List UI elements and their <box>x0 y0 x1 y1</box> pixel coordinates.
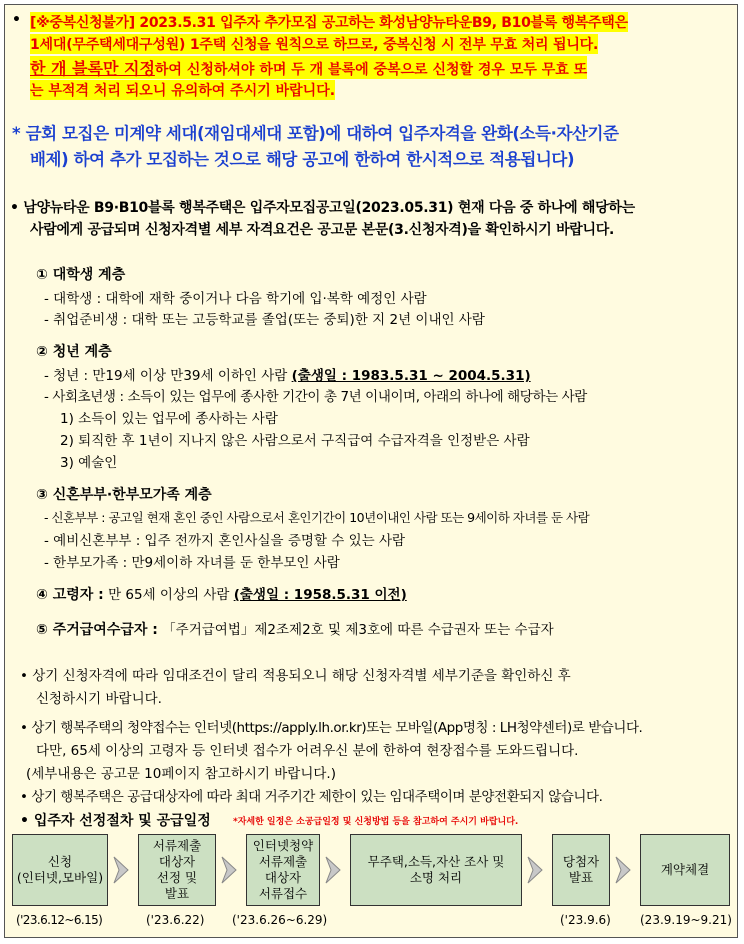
section-youth-line-4: 2) 퇴직한 후 1년이 지나지 않은 사람으로서 구직급여 수급자격을 인정받은 사람 <box>60 433 530 449</box>
step-document-submission-date: ('23.6.26~6.29) <box>232 913 328 927</box>
intro-line-2: 사람에게 공급되며 신청자격별 세부 자격요건은 공고문 본문(3.신청자격)을 확인하시기 바랍니다. <box>30 222 615 238</box>
intro-line-1: • 남양뉴타운 B9·B10블록 행복주택은 입주자모집공고일(2023.05.31) 현재 다음 중 하나에 해당하는 <box>10 200 635 216</box>
section-elderly-title: ④ 고령자 : <box>36 587 104 603</box>
notice-line-1: [※중복신청불가] 2023.5.31 입주자 추가모집 공고하는 화성남양뉴타운B9, B10블록 행복주택은 <box>30 12 628 32</box>
section-housing-benefit-title: ⑤ 주거급여수급자 : <box>36 622 158 638</box>
note-2-line-3: (세부내용은 공고문 10페이지 참고하시기 바랍니다.) <box>26 766 336 782</box>
notice-line-2: 1세대(무주택세대구성원) 1주택 신청을 원칙으로 하므로, 중복신청 시 전부 무효 처리 됩니다. <box>30 34 598 54</box>
notice-line-3 <box>30 56 587 79</box>
section-youth-line-1 <box>44 364 531 384</box>
step-contract-box: 계약체결 <box>640 834 730 906</box>
section-student-title: ① 대학생 계층 <box>36 267 126 283</box>
elderly-birthdate: (출생일 : 1958.5.31 이전) <box>233 587 407 603</box>
section-student-line-2: - 취업준비생 : 대학 또는 고등학교를 졸업(또는 중퇴)한 지 2년 이내인 사람 <box>44 312 485 328</box>
step-contract-date: (23.9.19~9.21) <box>640 913 732 927</box>
step-document-selection-date: ('23.6.22) <box>146 913 205 927</box>
section-youth-title: ② 청년 계층 <box>36 344 112 360</box>
arrow-right-icon <box>613 855 637 885</box>
procedure-subnote: *자세한 일정은 소공급일정 및 신청방법 등을 참고하여 주시기 바랍니다. <box>233 817 519 827</box>
notice-line-4: 는 부적격 처리 되오니 유의하여 주시기 바랍니다. <box>30 80 335 100</box>
procedure-title: • 입주자 선정절차 및 공급일정 <box>20 813 211 829</box>
section-housing-benefit-text: 「주거급여법」제2조제2호 및 제3호에 따른 수급권자 또는 수급자 <box>157 622 554 638</box>
arrow-right-icon <box>525 855 549 885</box>
step-winner-announcement-box: 당첨자 발표 <box>552 834 610 906</box>
notice-line-3-rest: 하여 신청하셔야 하며 두 개 블록에 중복으로 신청할 경우 모두 무효 또 <box>154 62 588 78</box>
section-elderly <box>36 583 407 604</box>
step-application-box: 신청 (인터넷,모바일) <box>12 834 108 906</box>
step-application-date: ('23.6.12~6.15) <box>16 913 103 927</box>
notice-bullet: • <box>12 12 21 28</box>
notice-emphasis: 한 개 블록만 지정 <box>30 59 155 78</box>
section-youth-line-2: - 사회초년생 : 소득이 있는 업무에 종사한 기간이 총 7년 이내이며, 아래의 하나에 해당하는 사람 <box>44 389 587 405</box>
section-student-line-1: - 대학생 : 대학에 재학 중이거나 다음 학기에 입·복학 예정인 사람 <box>44 291 427 307</box>
arrow-right-icon <box>111 855 135 885</box>
section-newlywed-line-1: - 신혼부부 : 공고일 현재 혼인 중인 사람으로서 혼인기간이 10년이내인 사람 또는 9세이하 자녀를 둔 사람 <box>44 510 590 525</box>
step-document-selection-box: 서류제출 대상자 선정 및 발표 <box>138 834 216 906</box>
youth-birthdate: (출생일 : 1983.5.31 ~ 2004.5.31) <box>291 368 531 384</box>
section-newlywed-line-3: - 한부모가족 : 만9세이하 자녀를 둔 한부모인 사람 <box>44 555 340 571</box>
youth-age-text: - 청년 : 만19세 이상 만39세 이하인 사람 <box>44 368 292 384</box>
section-housing-benefit <box>36 618 554 639</box>
note-2-line-2: 다만, 65세 이상의 고령자 등 인터넷 접수가 어려우신 분에 한하여 현장접수를 도와드립니다. <box>36 743 579 759</box>
note-1-line-1: • 상기 신청자격에 따라 임대조건이 달리 적용되오니 해당 신청자격별 세부기준을 확인하신 후 <box>20 668 571 684</box>
arrow-right-icon <box>219 855 243 885</box>
step-winner-announcement-date: ('23.9.6) <box>560 913 611 927</box>
section-newlywed-line-2: - 예비신혼부부 : 입주 전까지 혼인사실을 증명할 수 있는 사람 <box>44 533 406 549</box>
section-newlywed-title: ③ 신혼부부·한부모가족 계층 <box>36 487 212 503</box>
note-1-line-2: 신청하시기 바랍니다. <box>36 691 162 707</box>
relaxed-criteria-notice-1: * 금회 모집은 미계약 세대(재임대세대 포함)에 대하여 입주자격을 완화(소득·자산기준 <box>12 124 619 143</box>
section-youth-line-3: 1) 소득이 있는 업무에 종사하는 사람 <box>60 411 278 427</box>
arrow-right-icon <box>323 855 347 885</box>
section-elderly-text: 만 65세 이상의 사람 <box>103 587 234 603</box>
section-youth-line-5: 3) 예술인 <box>60 455 118 471</box>
note-3: • 상기 행복주택은 공급대상자에 따라 최대 거주기간 제한이 있는 임대주택이며 분양전환되지 않습니다. <box>20 789 603 805</box>
step-document-submission-box: 인터넷청약 서류제출 대상자 서류접수 <box>246 834 320 906</box>
step-eligibility-check-box: 무주택,소득,자산 조사 및 소명 처리 <box>350 834 522 906</box>
note-2-line-1: • 상기 행복주택의 청약접수는 인터넷(https://apply.lh.or.kr)또는 모바일(App명칭 : LH청약센터)로 받습니다. <box>20 720 643 736</box>
relaxed-criteria-notice-2: 배제) 하여 추가 모집하는 것으로 해당 공고에 한하여 한시적으로 적용됩니다) <box>30 150 575 169</box>
